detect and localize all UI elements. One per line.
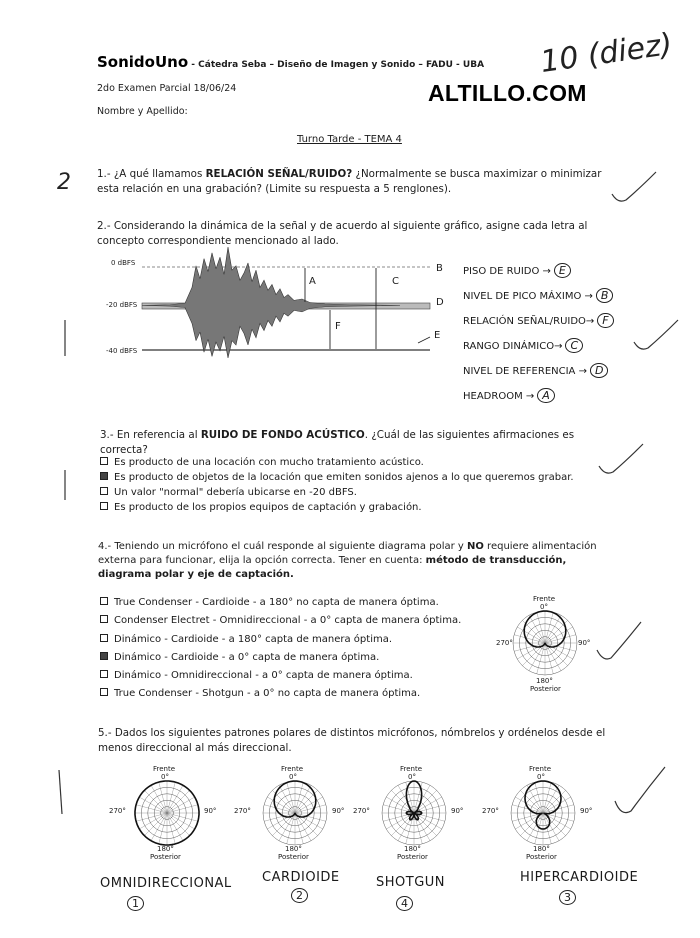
arrow-E	[418, 337, 430, 343]
q2-answer-list	[463, 259, 614, 409]
answer-letter: D	[590, 363, 608, 378]
answer-name-3: SHOTGUN	[376, 875, 446, 890]
q5-polar-1: Frente 0° 270° 90° 180° Posterior	[112, 765, 222, 865]
answer-item: RANGO DINÁMICO→ C	[463, 334, 614, 359]
grade-handwritten: 10 (diez)	[538, 26, 675, 81]
q4-option[interactable]: Dinámico - Cardioide - a 0° capta de manera óptima.	[100, 652, 461, 670]
answer-item: HEADROOM → A	[463, 384, 614, 409]
waveform	[142, 247, 400, 358]
checkbox[interactable]	[100, 634, 108, 642]
answer-order-2: 2	[291, 888, 308, 903]
question-1	[97, 167, 612, 197]
q3-option[interactable]: Es producto de los propios equipos de captación y grabación.	[100, 502, 574, 517]
q3-text-bold: RUIDO DE FONDO ACÚSTICO	[200, 429, 365, 441]
check-mark-q3	[597, 442, 647, 478]
margin-mark-q5	[56, 770, 66, 814]
answer-order-3: 4	[396, 896, 413, 911]
graph-letter-C: C	[392, 276, 399, 287]
answer-item: NIVEL DE REFERENCIA → D	[463, 359, 614, 384]
polar-grid	[511, 781, 575, 845]
question-5: 5.- Dados los siguientes patrones polares de distintos micrófonos, nómbrelos y ordénelos desde el menos direccional al más direccional.	[98, 727, 606, 754]
question-4: 4.- Teniendo un micrófono el cuál responde al siguiente diagrama polar y NO requiere alimentación externa para funcionar, elija la opción correcta. Tener en cuenta: método de transducción, diagrama polar y eje de captación.	[98, 541, 597, 580]
question-2: 2.- Considerando la dinámica de la señal y de acuerdo al siguiente gráfico, asigne cada letra al concepto correspondiente mencionado al lado.	[97, 220, 588, 247]
question-3	[100, 428, 620, 458]
answer-order-1: 1	[127, 896, 144, 911]
graph-letter-F: F	[335, 321, 341, 332]
q1-text-post: ¿Normalmente se busca maximizar o minimizar esta relación en una grabación? (Limite su respuesta a 5 renglones).	[97, 168, 602, 195]
q3-option[interactable]: Es producto de objetos de la locación que emiten sonidos ajenos a lo que queremos grabar.	[100, 472, 574, 487]
checkbox[interactable]	[100, 457, 108, 465]
q4-option[interactable]: Dinámico - Cardioide - a 180° capta de manera óptima.	[100, 634, 461, 652]
graph-letter-A: A	[309, 276, 316, 287]
q1-text-pre: 1.- ¿A qué llamamos	[97, 168, 206, 180]
checkbox[interactable]	[100, 615, 108, 623]
course-subtitle: - Cátedra Seba – Diseño de Imagen y Sonido – FADU - UBA	[188, 60, 485, 70]
q5-polar-4: Frente 0° 270° 90° 180° Posterior	[488, 765, 598, 865]
check-mark-q2	[632, 318, 682, 354]
q3-option[interactable]: Es producto de una locación con mucho tratamiento acústico.	[100, 457, 574, 472]
answer-letter: B	[596, 288, 614, 303]
check-mark-q5	[613, 765, 669, 821]
answer-name-1: OMNIDIRECCIONAL	[100, 876, 232, 891]
checkbox[interactable]	[100, 502, 108, 510]
answer-item: NIVEL DE PICO MÁXIMO → B	[463, 284, 614, 309]
label-minus40: -40 dBFS	[106, 347, 138, 355]
q4-options	[100, 597, 461, 707]
label-minus20: -20 dBFS	[106, 301, 138, 309]
checkbox[interactable]	[100, 597, 108, 605]
q3-text-pre: 3.- En referencia al	[100, 429, 201, 441]
q4-polar-diagram: Frente 0° 270° 90° 180° Posterior	[490, 595, 600, 695]
answer-letter: F	[597, 313, 613, 328]
graph-letter-E: E	[434, 330, 441, 341]
q1-text-bold: RELACIÓN SEÑAL/RUIDO?	[205, 168, 353, 180]
q5-polar-2: Frente 0° 270° 90° 180° Posterior	[240, 765, 350, 865]
watermark: ALTILLO.COM	[428, 80, 587, 106]
margin-mark-q2	[62, 320, 68, 356]
exam-header	[97, 52, 484, 71]
q3-options	[100, 457, 574, 517]
answer-name-4: HIPERCARDIOIDE	[520, 870, 639, 885]
checkbox[interactable]	[100, 670, 108, 678]
answer-order-4: 3	[559, 890, 576, 905]
answer-letter: C	[565, 338, 583, 353]
answer-letter: A	[537, 388, 555, 403]
q3-text-post: . ¿Cuál de las siguientes afirmaciones es correcta?	[100, 429, 575, 456]
q5-polar-3: Frente 0° 270° 90° 180° Posterior	[359, 765, 469, 865]
name-label: Nombre y Apellido:	[97, 106, 188, 117]
q4-option[interactable]: Dinámico - Omnidireccional - a 0° capta de manera óptima.	[100, 670, 461, 688]
answer-item: PISO DE RUIDO → E	[463, 259, 614, 284]
checkbox-checked[interactable]	[100, 652, 108, 660]
q3-option[interactable]: Un valor "normal" debería ubicarse en -20 dBFS.	[100, 487, 574, 502]
label-0dbfs: 0 dBFS	[111, 259, 136, 267]
margin-mark-q3	[62, 470, 68, 500]
q4-option[interactable]: True Condenser - Shotgun - a 0° no capta de manera óptima.	[100, 688, 461, 706]
answer-letter: E	[554, 263, 571, 278]
checkbox[interactable]	[100, 487, 108, 495]
dynamics-graph	[100, 255, 450, 380]
q4-option[interactable]: Condenser Electret - Omnidireccional - a 0° capta de manera óptima.	[100, 615, 461, 633]
q1-margin-mark: 2	[57, 170, 71, 195]
graph-letter-B: B	[436, 263, 443, 274]
q4-option[interactable]: True Condenser - Cardioide - a 180° no capta de manera óptima.	[100, 597, 461, 615]
exam-date: 2do Examen Parcial 18/06/24	[97, 83, 237, 94]
answer-item: RELACIÓN SEÑAL/RUIDO→ F	[463, 309, 614, 334]
brand-name: SonidoUno	[97, 53, 189, 71]
checkbox-checked[interactable]	[100, 472, 108, 480]
check-mark-q4	[595, 620, 645, 664]
turno-title: Turno Tarde - TEMA 4	[297, 134, 402, 145]
checkbox[interactable]	[100, 688, 108, 696]
check-mark-q1	[610, 170, 660, 206]
graph-letter-D: D	[436, 297, 444, 308]
answer-name-2: CARDIOIDE	[262, 870, 340, 885]
